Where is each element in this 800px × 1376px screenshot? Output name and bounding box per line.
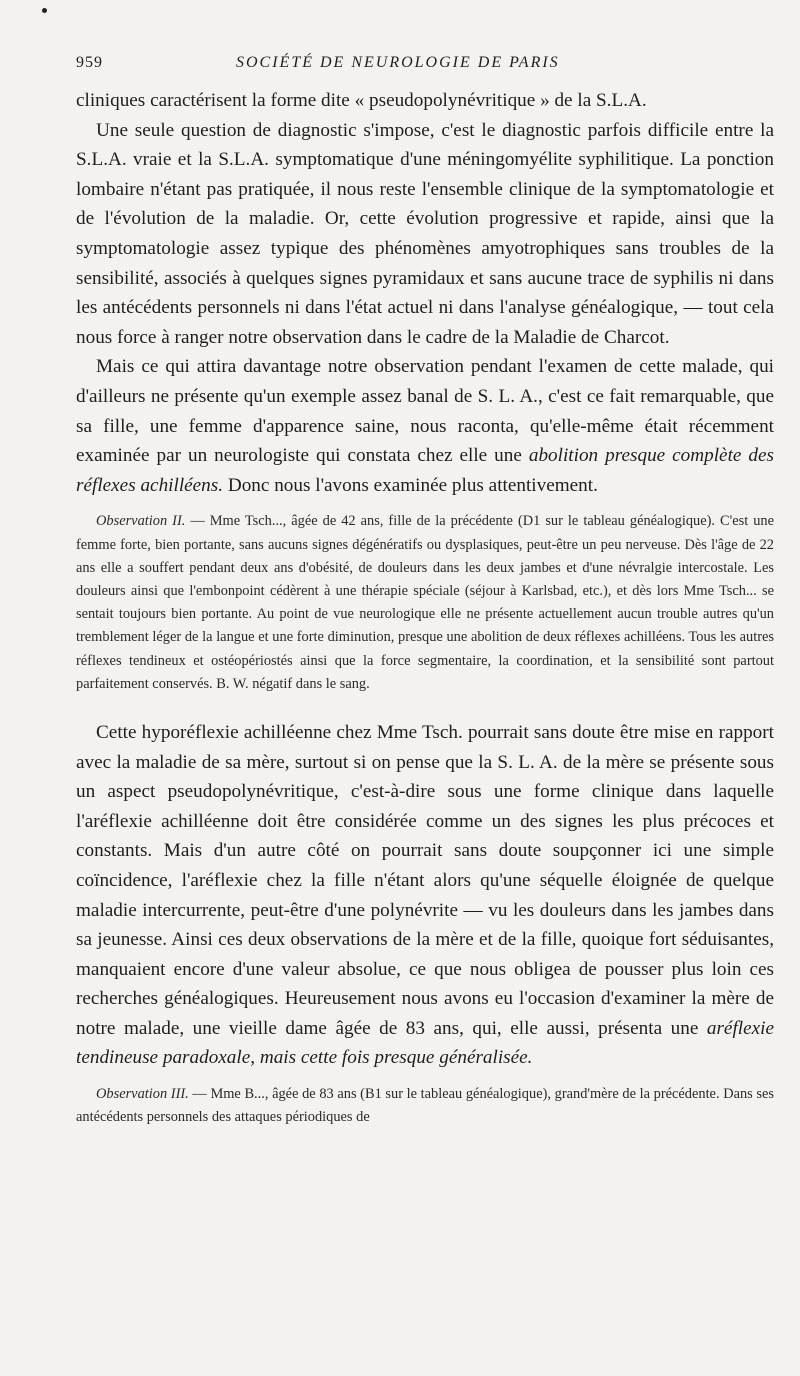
article-text <box>76 86 774 1139</box>
paragraph-3-start: Mais ce qui attira davantage notre observation pendant l'examen de cette malade, qui d'ailleurs ne présente qu'un exemple assez banal de S. L. A., c'est ce fait remarquable, que sa fille, une femme d'apparence saine, nous raconta, qu'elle-même était récemment examinée par un neurologiste qui constata chez elle une <box>76 356 774 467</box>
paragraph-3 <box>76 352 774 500</box>
observation-2-text: — Mme Tsch..., âgée de 42 ans, fille de la précédente (D1 sur le tableau généalogique). C'est une femme forte, bien portante, sans aucuns signes dégénératifs ou dysplasiques, peut-être un peu nerveuse. Dès l'âge de 22 ans elle a souffert pendant deux ans d'obésité, de douleurs dans les deux jambes et d'une névralgie intercostale. Les douleurs ainsi que l'embonpoint cédèrent à une thérapie spéciale (séjour à Karlsbad, etc.), et dès lors Mme Tsch... se sentait toujours bien portante. Au point de vue neurologique elle ne présente actuellement aucun trouble autres qu'un tremblement léger de la langue et une forte diminution, presque une abolition de deux réflexes achilléens. Tous les autres réflexes tendineux et ostéopériostés ainsi que la force segmentaire, la coordination, et la sensibilité sont partout parfaitement conservés. B. W. négatif dans le sang. <box>76 513 774 692</box>
observation-3 <box>76 1083 774 1129</box>
observation-3-text: — Mme B..., âgée de 83 ans (B1 sur le tableau généalogique), grand'mère de la précédente. Dans ses antécédents personnels des attaques périodiques de <box>76 1086 774 1126</box>
paragraph-1: cliniques caractérisent la forme dite « pseudopolynévritique » de la S.L.A. <box>76 90 647 111</box>
paragraph-2: Une seule question de diagnostic s'impose, c'est le diagnostic parfois difficile entre la S.L.A. vraie et la S.L.A. symptomatique d'une méningomyélite syphilitique. La ponction lombaire n'étant pas pratiquée, il nous reste l'ensemble clinique de la symptomatologie et de l'évolution de la maladie. Or, cette évolution progressive et rapide, ainsi que la symptomatologie assez typique des phénomènes amyotrophiques sans troubles de la sensibilité, associés à quelques signes pyramidaux et sans aucune trace de syphilis ni dans les antécédents personnels ni dans l'état actuel ni dans l'analyse généalogique, — tout cela nous force à ranger notre observation dans le cadre de la Maladie de Charcot. <box>76 119 774 348</box>
page-number: 959 <box>76 54 103 71</box>
observation-3-label: Observation III. <box>96 1086 189 1103</box>
ink-dot <box>42 8 47 13</box>
paragraph-4-start: Cette hyporéflexie achilléenne chez Mme Tsch. pourrait sans doute être mise en rapport avec la maladie de sa mère, surtout si on pense que la S. L. A. de la mère se présente sous un aspect pseudopolynévritique, c'est-à-dire sous une forme clinique dans laquelle l'aréflexie achilléenne doit être considérée comme un des signes les plus précoces et constants. Mais d'un autre côté on pourrait sans doute soupçonner ici une simple coïncidence, l'aréflexie chez la fille n'étant alors qu'une séquelle éloignée de quelque maladie intercurrente, peut-être d'une polynévrite — vu les douleurs dans les jambes dans sa jeunesse. Ainsi ces deux observations de la mère et de la fille, quoique fort séduisantes, manquaient encore d'une valeur absolue, ce que nous obligea de pousser plus loin ces recherches généalogiques. Heureusement nous avons eu l'occasion d'examiner la mère de notre malade, une vieille dame âgée de 83 ans, qui, elle aussi, présenta une <box>76 721 774 1039</box>
running-title: SOCIÉTÉ DE NEUROLOGIE DE PARIS <box>236 54 560 71</box>
paragraph-4 <box>76 718 774 1073</box>
observation-2 <box>76 510 774 696</box>
paragraph-3-end: Donc nous l'avons examinée plus attentivement. <box>223 474 598 496</box>
observation-2-label: Observation II. <box>96 513 186 530</box>
paragraph-3-emphasis: abolition presque complète des réflexes achilléens. <box>76 445 774 496</box>
paragraph-4-emphasis: aréflexie tendineuse paradoxale, mais cette fois presque généralisée. <box>76 1017 774 1069</box>
running-header <box>76 54 610 72</box>
